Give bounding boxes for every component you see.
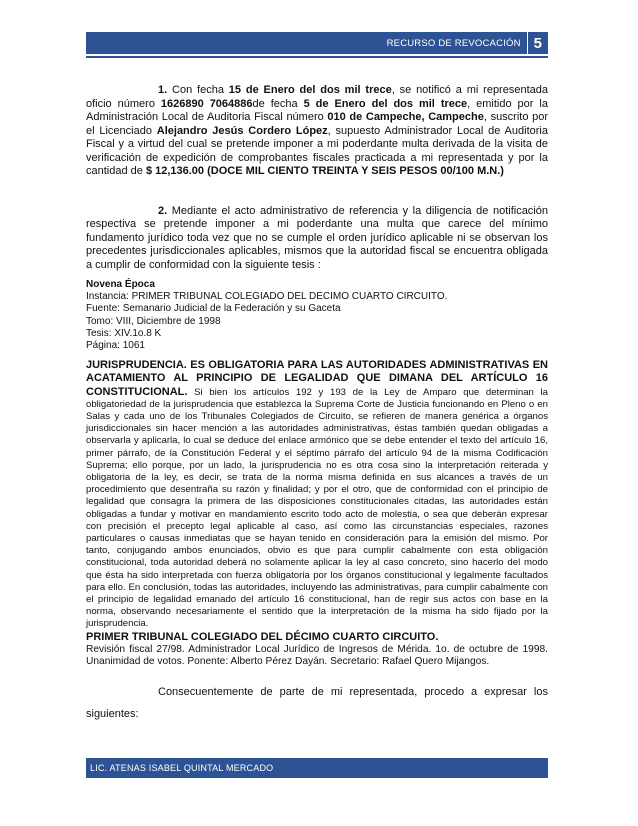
header-divider	[527, 32, 528, 54]
p1-oficio-date: 5 de Enero del dos mil trece	[303, 97, 468, 110]
p1-signatory-name: Alejandro Jesús Cordero López	[156, 124, 328, 137]
p1-text-5: , suscrito por el Licenciado	[86, 111, 549, 137]
thesis-number: Tesis: XIV.1o.8 K	[86, 327, 162, 339]
thesis-revision: Revisión fiscal 27/98. Administrador Local Jurídico de Ingresos de Mérida. 1o. de octubre de 1998. Unanimidad de votos. Ponente: Alberto Pérez Dayán. Secretario: Rafael Quero Mijangos.	[86, 643, 548, 668]
thesis-instancia: Instancia: PRIMER TRIBUNAL COLEGIADO DEL DECIMO CUARTO CIRCUITO.	[86, 291, 448, 303]
page-number: 5	[533, 34, 542, 52]
header-title: RECURSO DE REVOCACIÓN	[386, 37, 521, 49]
thesis-tomo: Tomo: VIII, Diciembre de 1998	[86, 315, 221, 327]
p1-fine-amount: $ 12,136.00 (DOCE MIL CIENTO TREINTA Y SEIS PESOS 00/100 M.N.)	[145, 165, 504, 177]
p1-office-number: 010 de Campeche, Campeche	[327, 111, 484, 123]
page-header	[86, 32, 548, 54]
closing-paragraph: Consecuentemente de parte de mi representada, procedo a expresar los siguientes:	[86, 686, 548, 721]
p1-text-1: Con fecha	[167, 84, 229, 96]
p2-text: Mediante el acto administrativo de referencia y la diligencia de notificación respectiva se pretende imponer a mi poderdante una multa que carece del mínimo fundamento jurídico toda vez que no se cumple el orden jurídico aplicable ni se observan los precedentes jurisdiccionales aplicables, mismos que la autoridad fiscal se encuentra obligada a cumplir de conformidad con la siguiente tesis :	[86, 204, 548, 271]
document-body	[86, 84, 548, 725]
paragraph-1	[86, 84, 548, 179]
thesis-page: Página: 1061	[86, 340, 145, 352]
p1-text-3: de fecha	[252, 97, 304, 110]
page-footer	[86, 758, 548, 778]
thesis-epoch-label: Novena Época	[86, 279, 155, 290]
thesis-fuente: Fuente: Semanario Judicial de la Federación y su Gaceta	[86, 303, 341, 315]
p1-date-notified: 15 de Enero del dos mil trece	[228, 84, 392, 96]
thesis-tribunal	[86, 631, 548, 644]
paragraph-1-number: 1.	[158, 84, 168, 96]
thesis-epoch	[86, 279, 548, 291]
footer-author: LIC. ATENAS ISABEL QUINTAL MERCADO	[90, 763, 274, 773]
p1-text-6: , supuesto Administrador Local de Auditoria Fiscal y a virtud del cual se pretende imponer a mi poderdante multa derivada de la visita de verificación de expedición de comprobantes fiscales practicada a mi representada y por la cantidad de	[86, 124, 548, 177]
p1-text-4: , emitido por la Administración Local de Auditoria Fiscal número	[86, 97, 548, 123]
header-rule	[86, 56, 548, 58]
p1-text-2: , se notificó a mi representada oficio número	[86, 84, 548, 110]
p1-oficio-number: 1626890 7064886	[160, 97, 253, 110]
thesis-tribunal-label: PRIMER TRIBUNAL COLEGIADO DEL DÉCIMO CUARTO CIRCUITO.	[86, 630, 439, 643]
thesis-text	[86, 359, 548, 630]
paragraph-2	[86, 205, 548, 273]
paragraph-2-number: 2.	[158, 204, 168, 217]
thesis-body: Si bien los artículos 192 y 193 de la Ley de Amparo que determinan la obligatoriedad de la jurisprudencia que establezca la Suprema Corte de Justicia funcionando en Pleno o en Salas y cada uno de los Tribunales Colegiados de Circuito, se refieren de manera genérica a órganos jurisdiccionales sin hacer mención a las autoridades administrativas, éstas también quedan obligadas a observarla y aplicarla, lo cual se deduce del enlace armónico que se debe entender el texto del artículo 16, primer párrafo, de la Constitución Federal y el séptimo párrafo del artículo 94 de la misma Codificación Suprema; ello porque, por un lado, la jurisprudencia no es otra cosa sino la interpretación reiterada y obligatoria de la ley, es decir, se trata de la norma misma definida en sus alcances a través de un procedimiento que desentraña su razón y finalidad; y por el otro, que de conformidad con el principio de legalidad que consagra la primera de las disposiciones constitucionales citadas, las autoridades están obligadas a fundar y motivar en mandamiento escrito todo acto de molestia, o sea que deberán expresar con precisión el precepto legal aplicable al caso, así como las circunstancias especiales, razones particulares o causas inmediatas que se hayan tenido en consideración para la emisión del mismo. Por tanto, conjugando ambos enunciados, obvio es que para cumplir cabalmente con esta obligación constitucional, toda autoridad deberá no solamente aplicar la ley al caso concreto, sino hacerlo del modo que ésta ha sido interpretada con fuerza obligatoria por los órganos constitucional y legalmente facultados para ello. En conclusión, todas las autoridades, incluyendo las administrativas, para cumplir cabalmente con el principio de legalidad emanado del artículo 16 constitucional, han de regir sus actos con base en la norma, observando necesariamente el sentido que la interpretación de la misma ha sido fijado por la jurisprudencia.	[86, 386, 548, 630]
thesis-heading: JURISPRUDENCIA. ES OBLIGATORIA PARA LAS AUTORIDADES ADMINISTRATIVAS EN ACATAMIENTO AL PRINCIPIO DE LEGALIDAD QUE DIMANA DEL ARTÍCULO 16 CONSTITUCIONAL.	[86, 359, 548, 398]
